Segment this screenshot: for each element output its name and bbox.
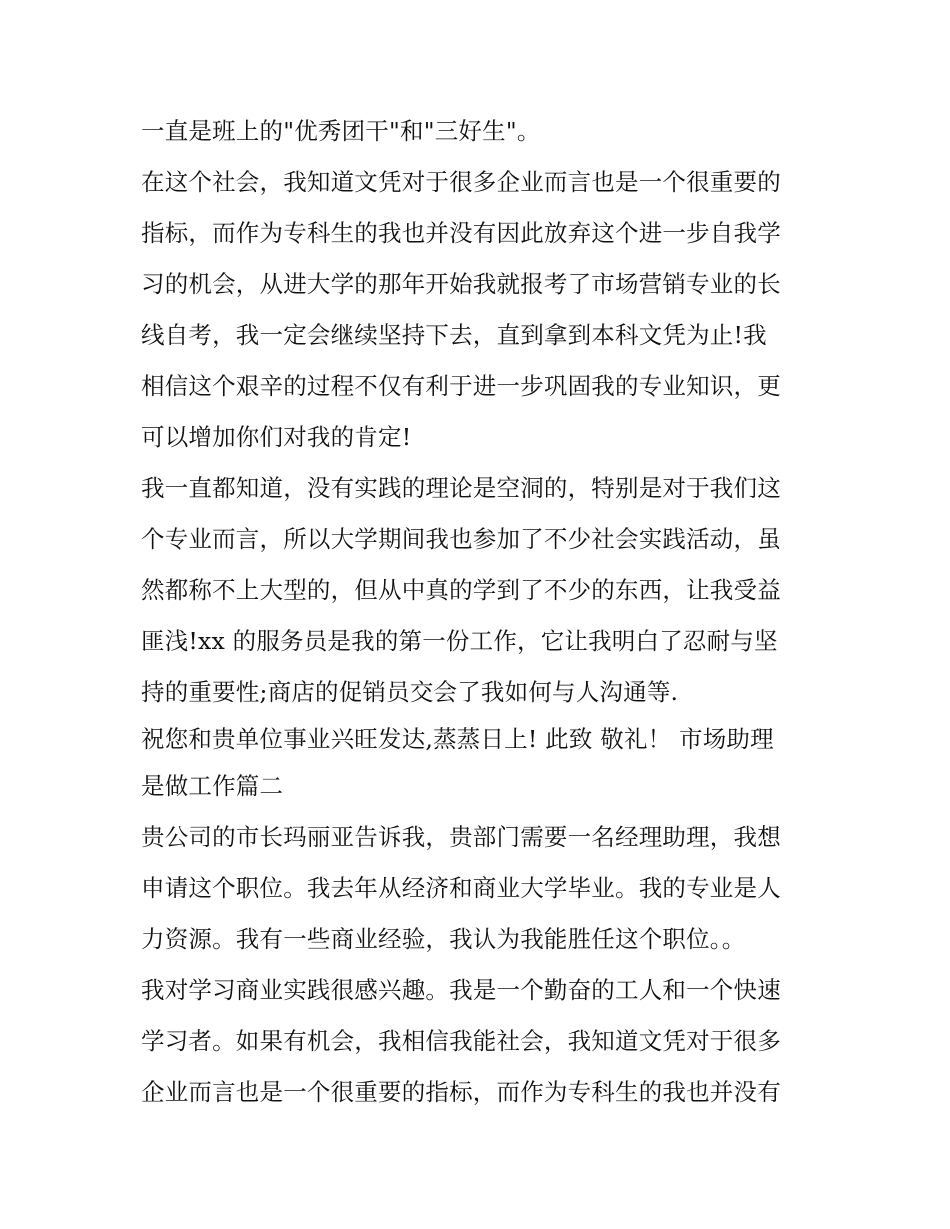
text-line: 我对学习商业实践很感兴趣。我是一个勤奋的工人和一个快速 xyxy=(141,976,781,1004)
text-line: 匪浅!xx 的服务员是我的第一份工作，它让我明白了忍耐与坚 xyxy=(141,627,778,655)
text-line: 指标，而作为专科生的我也并没有因此放弃这个进一步自我学 xyxy=(141,219,781,247)
text-line: 力资源。我有一些商业经验，我认为我能胜任这个职位。。 xyxy=(141,925,746,953)
text-line: 一直是班上的"优秀团干"和"三好生"。 xyxy=(141,117,541,145)
section-heading: 是做工作篇二 xyxy=(141,772,284,800)
text-line: 贵公司的市长玛丽亚告诉我，贵部门需要一名经理助理，我想 xyxy=(141,823,781,851)
text-line: 习的机会，从进大学的那年开始我就报考了市场营销专业的长 xyxy=(141,270,781,298)
text-line: 线自考，我一定会继续坚持下去，直到拿到本科文凭为止!我 xyxy=(141,321,767,349)
text-line: 我一直都知道，没有实践的理论是空洞的，特别是对于我们这 xyxy=(141,474,781,502)
text-line: 相信这个艰辛的过程不仅有利于进一步巩固我的专业知识，更 xyxy=(141,372,781,400)
text-line: 可以增加你们对我的肯定! xyxy=(141,423,412,451)
text-line: 持的重要性;商店的促销员交会了我如何与人沟通等. xyxy=(141,678,679,706)
text-line: 然都称不上大型的，但从中真的学到了不少的东西，让我受益 xyxy=(141,576,781,604)
text-line: 企业而言也是一个很重要的指标，而作为专科生的我也并没有 xyxy=(141,1078,781,1106)
body-text xyxy=(141,106,821,1118)
text-line: 祝您和贵单位事业兴旺发达,蒸蒸日上! 此致 敬礼！ 市场助理 xyxy=(141,725,774,753)
text-line: 学习者。如果有机会，我相信我能社会，我知道文凭对于很多 xyxy=(141,1027,781,1055)
text-line: 申请这个职位。我去年从经济和商业大学毕业。我的专业是人 xyxy=(141,874,781,902)
text-line: 个专业而言，所以大学期间我也参加了不少社会实践活动，虽 xyxy=(141,525,781,553)
text-line: 在这个社会，我知道文凭对于很多企业而言也是一个很重要的 xyxy=(141,168,781,196)
